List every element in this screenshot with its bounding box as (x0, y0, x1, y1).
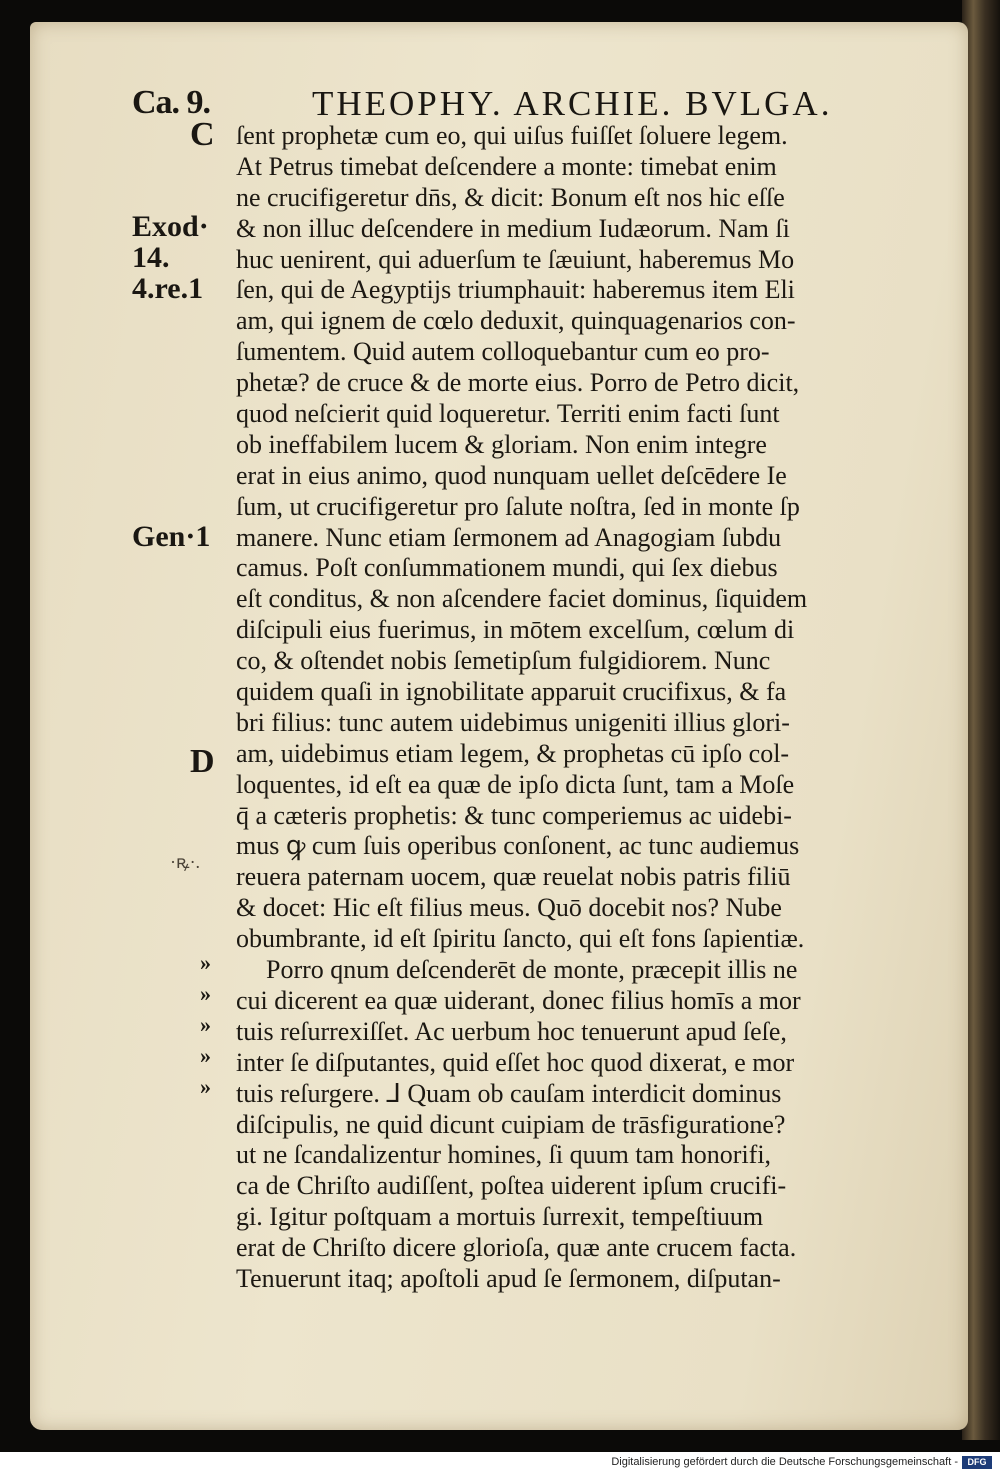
text-line: Tenuerunt itaq; apoſtoli apud ſe ſermonem, diſputan- (236, 1263, 781, 1293)
text-line: quidem quaſi in ignobilitate apparuit crucifixus, & fa (236, 677, 787, 707)
book-page (30, 22, 968, 1430)
text-line: ob ineffabilem lucem & gloriam. Non enim integre (236, 429, 767, 459)
dfg-logo: DFG (962, 1456, 992, 1469)
text-line: manere. Nunc etiam ſermonem ad Anagogiam ſubdu (236, 522, 782, 552)
margin-note-14: 14. (132, 241, 170, 274)
text-line: tuis reſurrexiſſet. Ac uerbum hoc tenuerunt apud ſeſe, (236, 1016, 787, 1046)
text-line: inter ſe diſputantes, quid eſſet hoc quod dixerat, e mor (236, 1047, 795, 1077)
text-line: loquentes, id eſt ea quæ de ipſo dicta ſunt, tam a Moſe (236, 769, 795, 799)
text-line: huc uenirent, qui aduerſum te ſæuiunt, haberemus Mo (236, 244, 795, 274)
text-line: bri filius: tunc autem uidebimus unigeniti illius glori- (236, 707, 790, 737)
text-line: ſum, ut crucifigeretur pro ſalute noſtra, ſed in monte ſp (236, 491, 800, 521)
text-line: eſt conditus, & non aſcendere faciet dominus, ſiquidem (236, 584, 808, 614)
chapter-label: Ca. 9. (132, 84, 211, 121)
text-line: obumbrante, id eſt ſpiritu ſancto, qui eſt fons ſapientiæ. (236, 924, 805, 954)
text-line: phetæ? de cruce & de morte eius. Porro de Petro dicit, (236, 368, 800, 398)
text-line: At Petrus timebat deſcendere a monte: timebat enim (236, 151, 777, 181)
main-text-block (236, 121, 926, 1295)
margin-section-letter-d: D (190, 743, 215, 780)
text-line: mus ꝙ cum ſuis operibus conſonent, ac tunc audiemus (236, 831, 800, 861)
running-title: THEOPHY. ARCHIE. BVLGA. (312, 84, 833, 123)
text-line: am, uidebimus etiam legem, & prophetas cū ipſo col- (236, 738, 790, 768)
margin-note-exod: Exod· (132, 210, 209, 243)
text-line: & docet: Hic eſt filius meus. Quō docebit nos? Nube (236, 893, 782, 923)
quote-mark: » (200, 1074, 211, 1099)
text-line: am, qui ignem de cœlo deduxit, quinquagenarios con- (236, 306, 796, 336)
funding-note: Digitalisierung gefördert durch die Deutsche Forschungsgemeinschaft - (611, 1456, 958, 1468)
text-line: & non illuc deſcendere in medium Iudæorum. Nam ſi (236, 213, 790, 243)
text-line: erat de Chriſto dicere glorioſa, quæ ante crucem facta. (236, 1233, 797, 1263)
text-line: ſumentem. Quid autem colloquebantur cum eo pro- (236, 337, 770, 367)
text-line: ſen, qui de Aegyptijs triumphauit: haberemus item Eli (236, 275, 795, 305)
margin-column (30, 22, 230, 1430)
margin-note-gen: Gen·1 (132, 520, 211, 553)
text-line: ca de Chriſto audiſſent, poſtea uiderent ipſum crucifi- (236, 1171, 787, 1201)
text-line: gi. Igitur poſtquam a mortuis ſurrexit, tempeſtiuum (236, 1202, 764, 1232)
text-line: ne crucifigeretur dn̄s, & dicit: Bonum eſt nos hic eſſe (236, 182, 785, 212)
text-line: quod neſcierit quid loqueretur. Territi enim facti ſunt (236, 399, 780, 429)
text-line: erat in eius animo, quod nunquam uellet deſcēdere Ie (236, 460, 787, 490)
quote-mark: » (200, 1012, 211, 1037)
text-line: tuis reſurgere. ⅃ Quam ob cauſam interdicit dominus (236, 1078, 782, 1108)
text-line: diſcipulis, ne quid dicunt cuipiam de trāsfiguratione? (236, 1109, 786, 1139)
text-line: diſcipuli eius fuerimus, in mōtem excelſum, cœlum di (236, 615, 795, 645)
margin-section-letter-c: C (190, 116, 215, 153)
quote-mark: » (200, 981, 211, 1006)
quote-mark: » (200, 950, 211, 975)
text-line: Porro qnum deſcenderēt de monte, præcepit illis ne (266, 955, 798, 985)
text-line: co, & oſtendet nobis ſemetipſum fulgidiorem. Nunc (236, 646, 771, 676)
text-line: camus. Poſt conſummationem mundi, qui ſex diebus (236, 553, 778, 583)
text-line: q̄ a cæteris prophetis: & tunc comperiemus ac uidebi- (236, 800, 792, 830)
quote-mark: » (200, 1043, 211, 1068)
margin-smudge: ·ꝶ·. (170, 852, 201, 872)
margin-note-4-reg: 4.re.1 (132, 272, 204, 305)
text-line: ut ne ſcandalizentur homines, ſi quum tam honorifi, (236, 1140, 772, 1170)
text-line: reuera paternam uocem, quæ reuelat nobis patris filiū (236, 862, 791, 892)
text-line: ſent prophetæ cum eo, qui uiſus fuiſſet ſoluere legem. (236, 121, 788, 150)
text-line: cui dicerent ea quæ uiderant, donec filius homīs a mor (236, 985, 801, 1015)
digitization-footer (0, 1452, 1000, 1474)
